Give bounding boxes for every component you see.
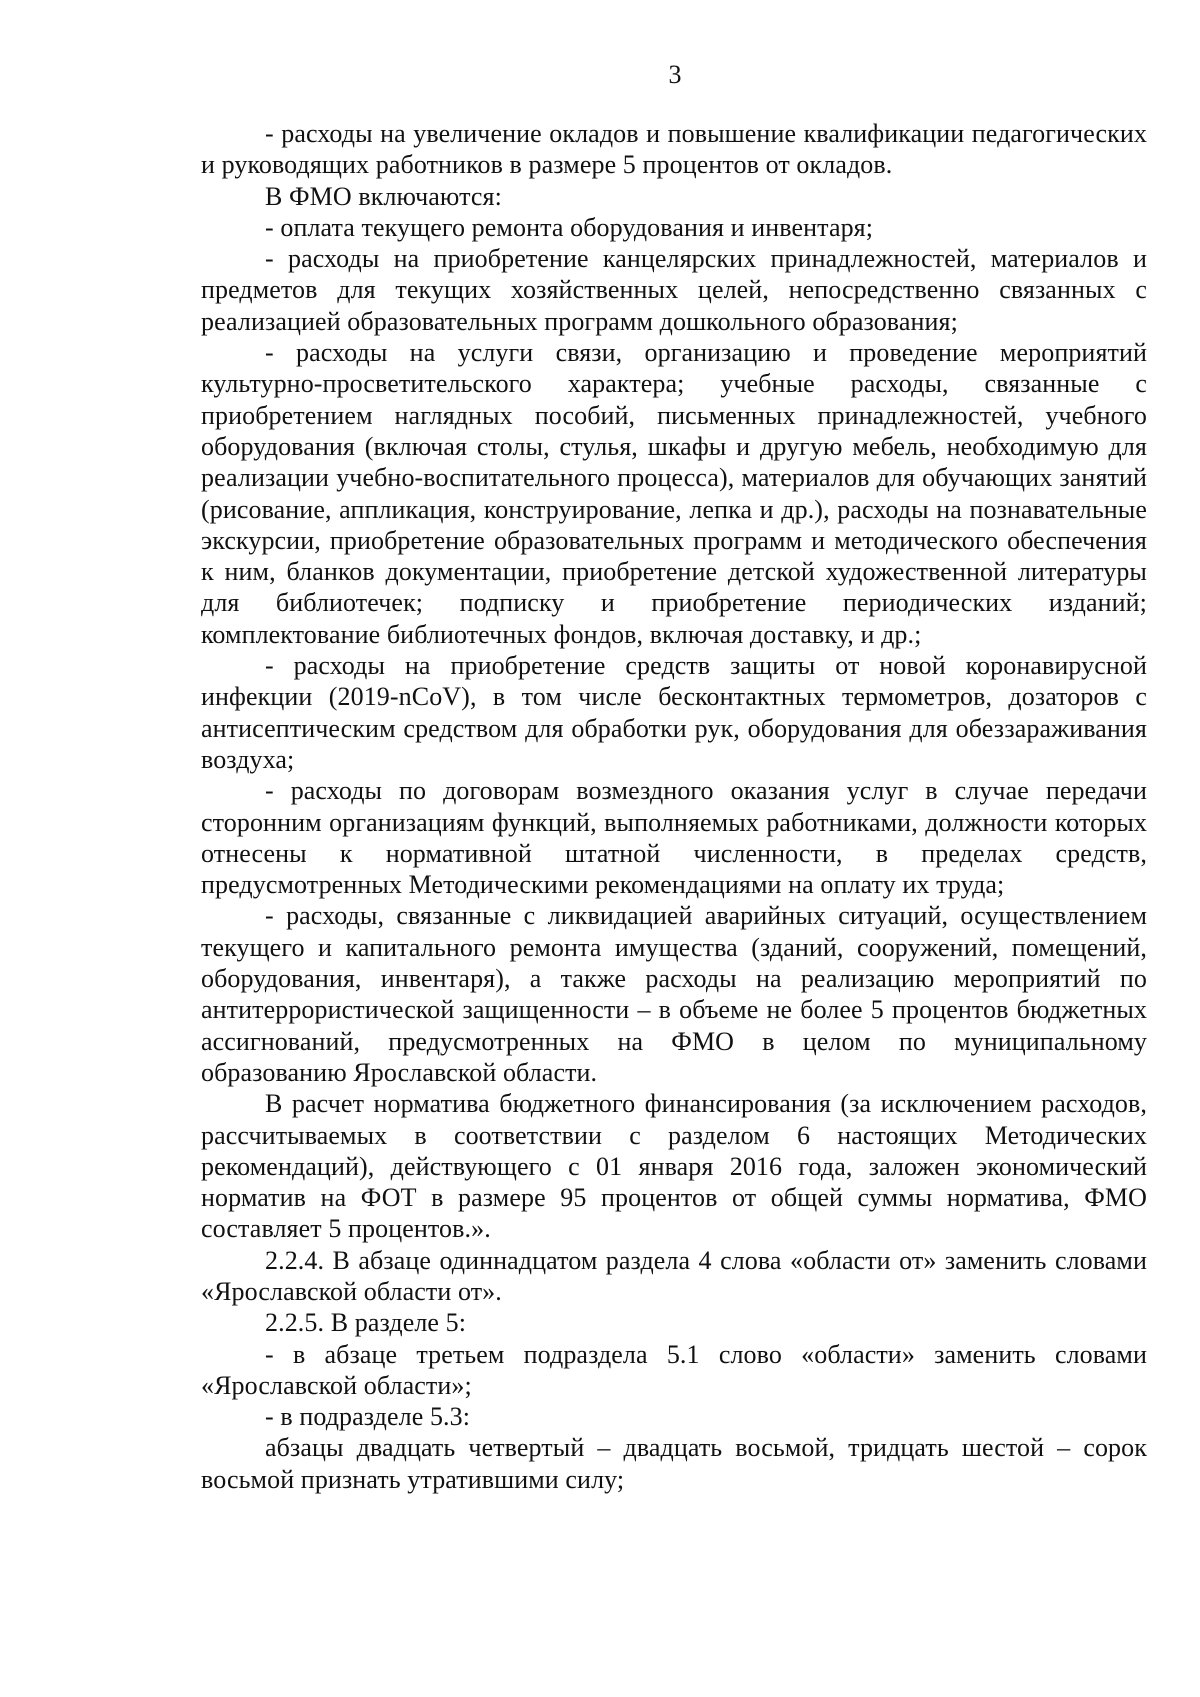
paragraph-clause-2-2-4: 2.2.4. В абзаце одиннадцатом раздела 4 слова «области от» заменить словами «Ярославской области от».	[201, 1245, 1147, 1306]
paragraph-salary-increase: - расходы на увеличение окладов и повышение квалификации педагогических и руководящих работников в размере 5 процентов от окладов.	[201, 119, 1147, 180]
paragraph-norm-calculation: В расчет норматива бюджетного финансирования (за исключением расходов, рассчитываемых в соответствии с разделом 6 настоящих Методических рекомендаций), действующего с 01 января 2016 года, заложен экономический норматив на ФОТ в размере 95 процентов от общей суммы норматива, ФМО составляет 5 процентов.».	[201, 1089, 1147, 1244]
document-body	[201, 118, 1147, 1495]
paragraph-communication-services: - расходы на услуги связи, организацию и проведение мероприятий культурно-просветительского характера; учебные расходы, связанные с приобретением наглядных пособий, письменных принадлежностей, учебного оборудования (включая столы, стулья, шкафы и другую мебель, необходимую для реализации учебно-воспитательного процесса), материалов для обучающих занятий (рисование, аппликация, конструирование, лепка и др.), расходы на познавательные экскурсии, приобретение образовательных программ и методического обеспечения к ним, бланков документации, приобретение детской художественной литературы для библиотечек; подписку и приобретение периодических изданий; комплектование библиотечных фондов, включая доставку, и др.;	[201, 338, 1147, 649]
paragraph-coronavirus-protection: - расходы на приобретение средств защиты от новой коронавирусной инфекции (2019-nCoV), в том числе бесконтактных термометров, дозаторов с антисептическим средством для обработки рук, оборудования для обеззараживания воздуха;	[201, 651, 1147, 774]
paragraph-stationery: - расходы на приобретение канцелярских принадлежностей, материалов и предметов для текущих хозяйственных целей, непосредственно связанных с реализацией образовательных программ дошкольного образования;	[201, 244, 1147, 336]
paragraph-subsection-5-3: - в подразделе 5.3:	[265, 1402, 471, 1432]
paragraph-clause-2-2-5: 2.2.5. В разделе 5:	[265, 1308, 467, 1338]
paragraph-service-contracts: - расходы по договорам возмездного оказания услуг в случае передачи сторонним организациям функций, выполняемых работниками, должности которых отнесены к нормативной штатной численности, в пределах средств, предусмотренных Методическими рекомендациями на оплату их труда;	[201, 776, 1147, 900]
paragraph-subsection-5-1: - в абзаце третьем подраздела 5.1 слово «области» заменить словами «Ярославской области»;	[201, 1339, 1147, 1400]
paragraph-fmo-heading: В ФМО включаются:	[265, 181, 502, 211]
paragraph-repealed-paragraphs: абзацы двадцать четвертый – двадцать восьмой, тридцать шестой – сорок восьмой признать утратившими силу;	[201, 1433, 1147, 1494]
page-number: 3	[668, 60, 682, 89]
paragraph-emergency-repairs: - расходы, связанные с ликвидацией аварийных ситуаций, осуществлением текущего и капитального ремонта имущества (зданий, сооружений, помещений, оборудования, инвентаря), а также расходы на реализацию мероприятий по антитеррористической защищенности – в объеме не более 5 процентов бюджетных ассигнований, предусмотренных на ФМО в целом по муниципальному образованию Ярославской области.	[201, 901, 1147, 1087]
paragraph-repair-payment: - оплата текущего ремонта оборудования и инвентаря;	[265, 212, 874, 242]
